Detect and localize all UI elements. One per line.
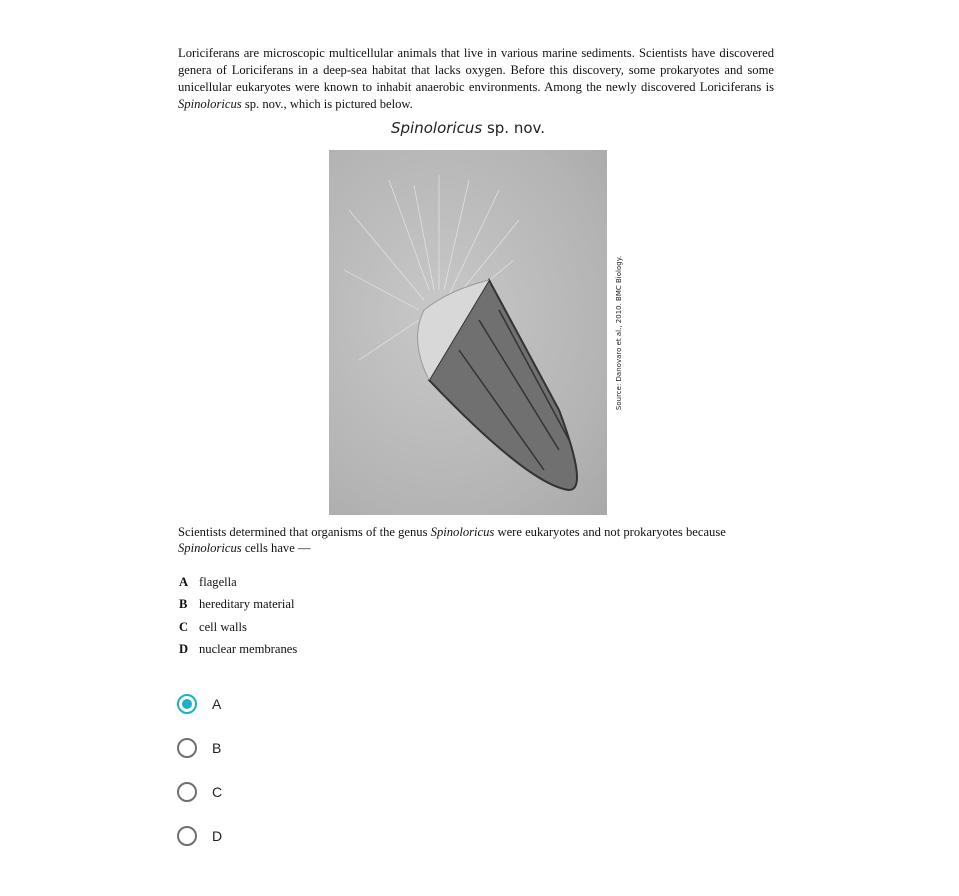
choice-letter: D bbox=[179, 642, 189, 657]
genus-name: Spinoloricus bbox=[178, 97, 242, 111]
radio-option-a[interactable] bbox=[177, 682, 222, 726]
question-part: cells have — bbox=[241, 541, 311, 555]
question-part: were eukaryotes and not prokaryotes because bbox=[494, 525, 726, 539]
passage-part: sp. nov., which is pictured below. bbox=[241, 97, 413, 111]
choice-letter: B bbox=[179, 597, 188, 612]
radio-label[interactable]: C bbox=[212, 784, 223, 800]
passage-part: Loriciferans are microscopic multicellular animals that live in various marine sediments. Scientists have discovered genera of Loriciferans in a deep-sea habitat that lacks oxygen. Before this discovery, some prokaryotes and some unicellular eukaryotes were known to inhabit anaerobic environments. Among the newly discovered Loriciferans is bbox=[178, 46, 774, 94]
source-text: Source: Danovaro et al., 2010. BMC Biology. bbox=[615, 255, 623, 410]
radio-checked-icon[interactable] bbox=[177, 694, 197, 714]
choice-b bbox=[179, 594, 297, 617]
choice-text: nuclear membranes bbox=[199, 642, 298, 657]
answer-radio-group bbox=[177, 682, 222, 858]
radio-option-d[interactable] bbox=[177, 814, 222, 858]
figure-title-rest: sp. nov. bbox=[482, 119, 545, 137]
radio-unchecked-icon[interactable] bbox=[177, 738, 197, 758]
radio-unchecked-icon[interactable] bbox=[177, 782, 197, 802]
genus-name: Spinoloricus bbox=[430, 525, 495, 539]
choice-d bbox=[179, 639, 297, 662]
choice-text: flagella bbox=[199, 574, 237, 589]
choice-text: cell walls bbox=[199, 619, 247, 634]
organism-micrograph bbox=[329, 150, 607, 515]
choice-letter: C bbox=[179, 619, 189, 634]
genus-name: Spinoloricus bbox=[178, 541, 242, 555]
radio-label[interactable]: B bbox=[212, 740, 222, 756]
choice-letter: A bbox=[179, 574, 189, 589]
choice-text: hereditary material bbox=[199, 597, 295, 612]
image-source-credit bbox=[606, 150, 632, 515]
question-text bbox=[178, 524, 778, 556]
radio-option-b[interactable] bbox=[177, 726, 222, 770]
radio-label[interactable]: D bbox=[212, 828, 223, 844]
radio-option-c[interactable] bbox=[177, 770, 222, 814]
choice-a bbox=[179, 571, 297, 594]
choice-c bbox=[179, 616, 297, 639]
figure-title bbox=[330, 119, 606, 137]
radio-unchecked-icon[interactable] bbox=[177, 826, 197, 846]
choice-list bbox=[179, 571, 297, 661]
question-part: Scientists determined that organisms of the genus bbox=[178, 525, 431, 539]
passage-text bbox=[178, 45, 774, 113]
figure-title-genus: Spinoloricus bbox=[391, 119, 483, 137]
radio-label[interactable]: A bbox=[212, 696, 222, 712]
